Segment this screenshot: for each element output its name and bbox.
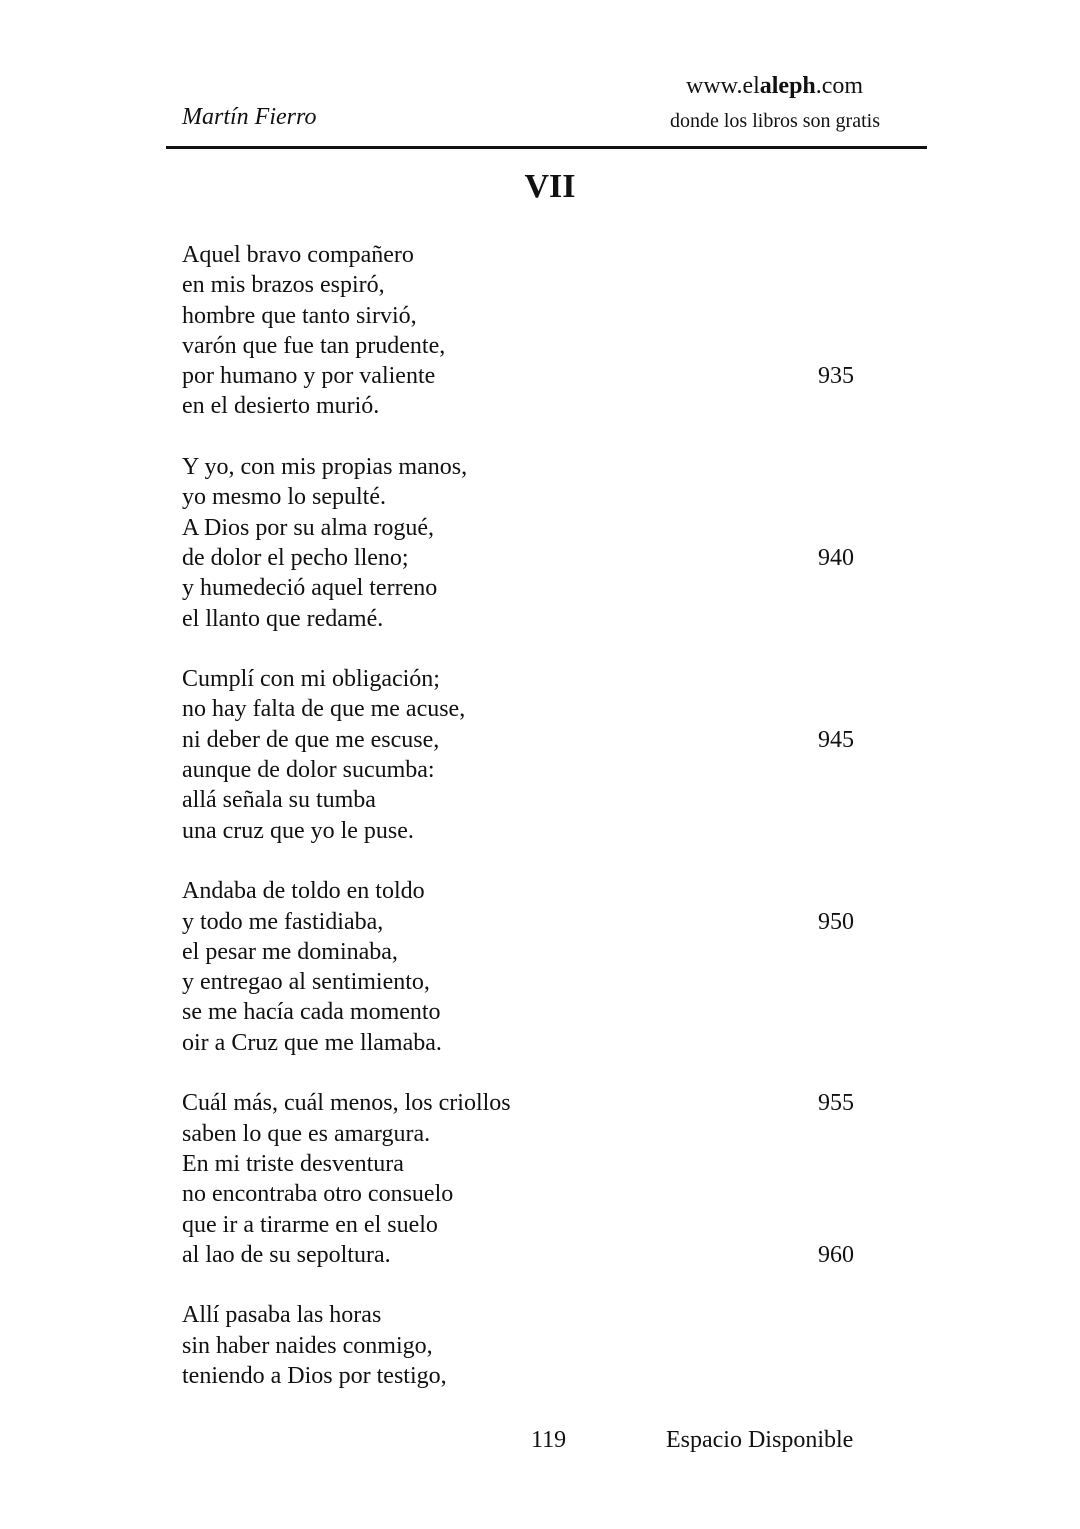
header-divider [166, 146, 927, 149]
verse-text: una cruz que yo le puse. [182, 817, 414, 844]
verse-line [182, 1149, 882, 1179]
verse-text: y entregao al sentimiento, [182, 969, 430, 996]
verse-text: allá señala su tumba [182, 787, 376, 814]
verse-line [182, 664, 882, 694]
poem-body [182, 240, 882, 1422]
verse-line [182, 1179, 882, 1209]
stanza [182, 876, 882, 1058]
stanza [182, 1088, 882, 1270]
verse-line [182, 1119, 882, 1149]
verse-line [182, 513, 882, 543]
stanza [182, 240, 882, 422]
verse-text: Aquel bravo compañero [182, 242, 414, 268]
verse-line [182, 967, 882, 997]
verse-text: oir a Cruz que me llamaba. [182, 1029, 442, 1056]
book-title: Martín Fierro [182, 104, 317, 130]
verse-line [182, 1300, 882, 1330]
verse-text: el pesar me dominaba, [182, 938, 398, 965]
verse-line [182, 816, 882, 846]
verse-text: Allí pasaba las horas [182, 1302, 382, 1329]
footer-note: Espacio Disponible [666, 1427, 854, 1453]
verse-text: En mi triste desventura [182, 1150, 404, 1177]
verse-text: y todo me fastidiaba, [182, 908, 384, 935]
verse-line [182, 361, 882, 391]
verse-line [182, 1088, 882, 1118]
verse-text: ni deber de que me escuse, [182, 726, 440, 753]
verse-text: al lao de su sepoltura. [182, 1241, 391, 1268]
site-tagline: donde los libros son gratis [670, 110, 880, 132]
line-number: 935 [818, 363, 854, 390]
verse-text: varón que fue tan prudente, [182, 332, 446, 359]
site-prefix: www.el [686, 73, 760, 99]
verse-line [182, 331, 882, 361]
line-number: 960 [818, 1241, 854, 1268]
verse-line [182, 391, 882, 421]
page-number: 119 [531, 1427, 567, 1453]
chapter-heading: VII [524, 168, 576, 205]
line-number: 945 [818, 726, 854, 753]
line-number: 940 [818, 544, 854, 571]
verse-text: aunque de dolor sucumba: [182, 757, 435, 784]
verse-text: Cumplí con mi obligación; [182, 666, 440, 693]
verse-line [182, 452, 882, 482]
verse-text: en el desierto murió. [182, 393, 380, 420]
verse-line [182, 1210, 882, 1240]
verse-line [182, 543, 882, 573]
verse-text: A Dios por su alma rogué, [182, 514, 434, 541]
verse-line [182, 876, 882, 906]
verse-text: Cuál más, cuál menos, los criollos [182, 1090, 511, 1117]
verse-line [182, 694, 882, 724]
verse-line [182, 725, 882, 755]
verse-line [182, 1028, 882, 1058]
verse-text: el llanto que redamé. [182, 605, 384, 632]
verse-line [182, 301, 882, 331]
site-bold: aleph [759, 73, 816, 99]
line-number: 950 [818, 908, 854, 935]
verse-text: en mis brazos espiró, [182, 272, 385, 299]
verse-text: de dolor el pecho lleno; [182, 544, 409, 571]
verse-text: se me hacía cada momento [182, 999, 441, 1026]
verse-line [182, 937, 882, 967]
stanza [182, 1300, 882, 1391]
verse-line [182, 1240, 882, 1270]
verse-text: y humedeció aquel terreno [182, 575, 438, 602]
site-url[interactable] [686, 73, 863, 100]
verse-line [182, 755, 882, 785]
verse-line [182, 785, 882, 815]
verse-text: teniendo a Dios por testigo, [182, 1362, 447, 1389]
verse-text: no hay falta de que me acuse, [182, 696, 466, 723]
stanza [182, 452, 882, 634]
verse-text: sin haber naides conmigo, [182, 1332, 433, 1359]
verse-line [182, 240, 882, 270]
verse-text: yo mesmo lo sepulté. [182, 484, 386, 511]
verse-line [182, 1331, 882, 1361]
stanza [182, 664, 882, 846]
verse-line [182, 997, 882, 1027]
verse-text: no encontraba otro consuelo [182, 1181, 454, 1208]
line-number: 955 [818, 1090, 854, 1117]
site-suffix: .com [815, 73, 864, 99]
verse-line [182, 270, 882, 300]
verse-line [182, 604, 882, 634]
verse-line [182, 573, 882, 603]
verse-text: saben lo que es amargura. [182, 1120, 431, 1147]
verse-line [182, 907, 882, 937]
verse-text: que ir a tirarme en el suelo [182, 1211, 438, 1238]
verse-text: Andaba de toldo en toldo [182, 878, 425, 905]
verse-text: hombre que tanto sirvió, [182, 302, 417, 329]
verse-text: por humano y por valiente [182, 363, 436, 390]
verse-text: Y yo, con mis propias manos, [182, 454, 468, 481]
verse-line [182, 482, 882, 512]
verse-line [182, 1361, 882, 1391]
